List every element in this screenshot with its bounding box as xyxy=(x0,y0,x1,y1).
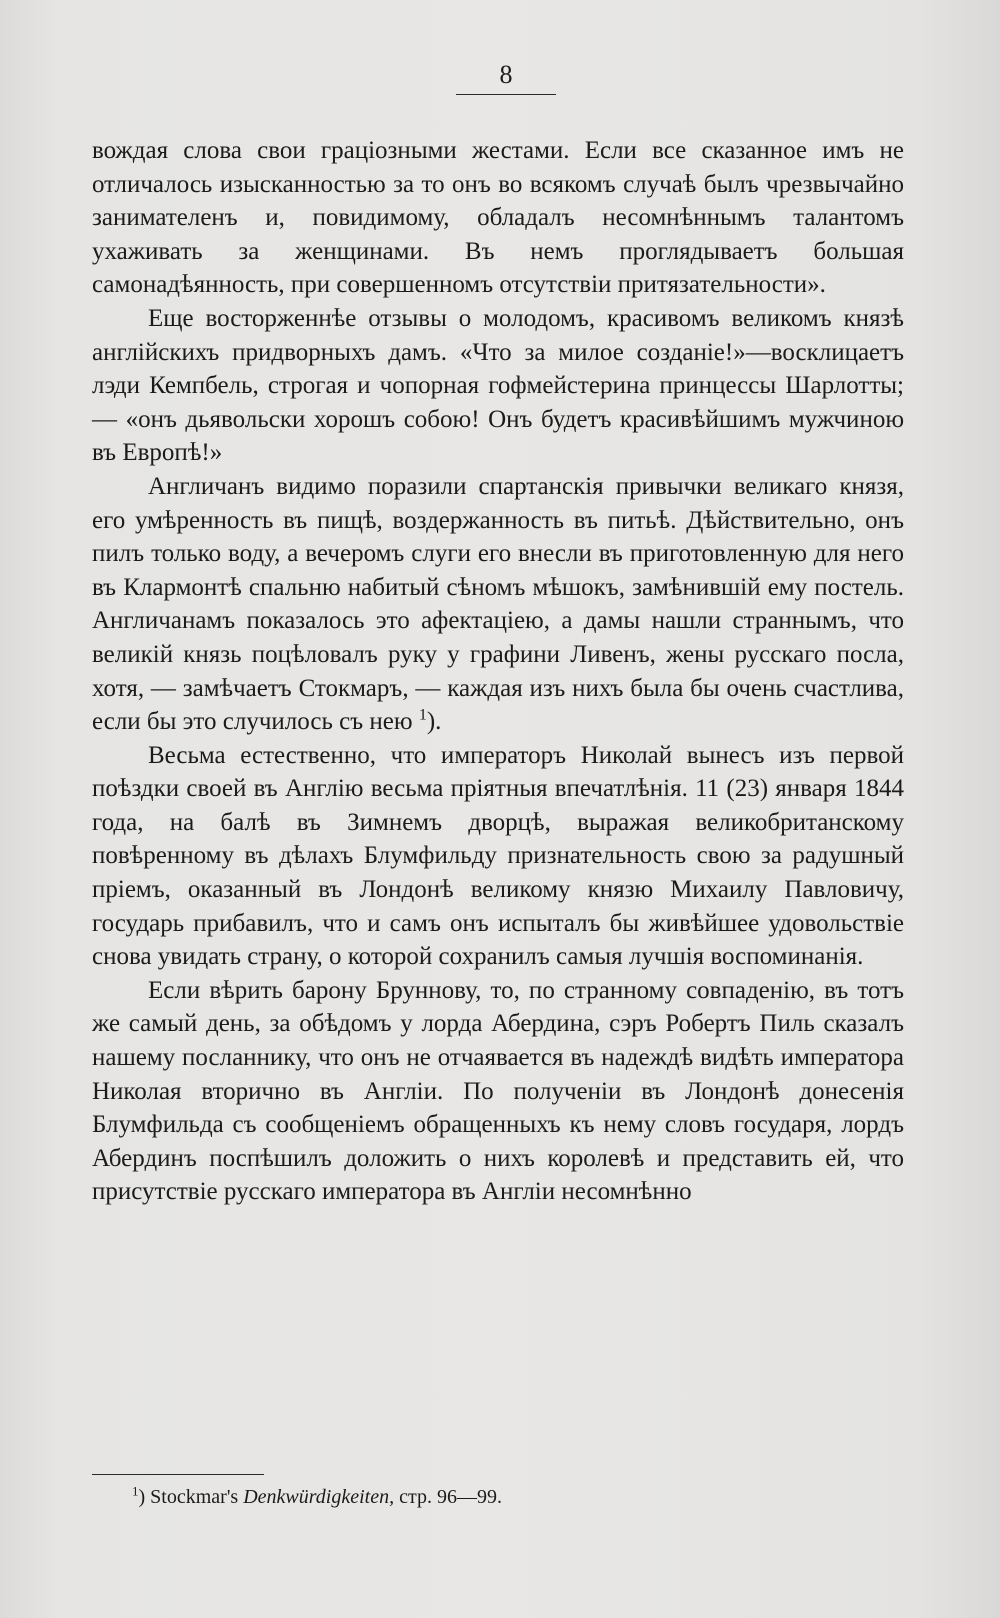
footnote-author: Stockmar's xyxy=(150,1486,239,1508)
paragraph-4: Весьма естественно, что императоръ Николай вынесъ изъ первой поѣздки своей въ Англію весьма пріятныя впечатлѣнія. 11 (23) января 1844 года, на балѣ въ Зимнемъ дворцѣ, выражая великобританскому повѣренному въ дѣлахъ Блумфильду признательность свою за радушный пріемъ, оказанный въ Лондонѣ великому князю Михаилу Павловичу, государь прибавилъ, что и самъ онъ испыталъ бы живѣйшее удовольствіе снова увидать страну, о которой сохранилъ самыя лучшія воспоминанія. xyxy=(92,741,904,971)
paragraph-2: Еще восторженнѣе отзывы о молодомъ, красивомъ великомъ князѣ англійскихъ придворныхъ дамъ. «Что за милое созданіе!»—восклицаетъ лэди Кемпбель, строгая и чопорная гофмейстерина принцессы Шарлотты; — «онъ дьявольски хорошъ собою! Онъ будетъ красивѣйшимъ мужчиною въ Европѣ!» xyxy=(92,304,904,467)
footnote-reference[interactable]: 1 xyxy=(418,706,427,724)
body-text xyxy=(92,134,904,1209)
paragraph-3-tail: ). xyxy=(426,708,442,736)
paragraph-3-text: Англичанъ видимо поразили спартанскія привычки великаго князя, его умѣренность въ пищѣ, воздержанность въ питьѣ. Дѣйствительно, онъ пилъ только воду, а вечеромъ слуги его внесли въ приготовленную для него въ Клармонтѣ спальню набитый сѣномъ мѣшокъ, замѣнившій ему постель. Англичанамъ показалось это афектаціею, а дамы нашли страннымъ, что великій князь поцѣловалъ руку у графини Ливенъ, жены русскаго посла, хотя, — замѣчаетъ Стокмаръ, — каждая изъ нихъ была бы очень счастлива, если бы это случилось съ нею xyxy=(92,472,904,736)
paragraph-5: Если вѣрить барону Бруннову, то, по странному совпаденію, въ тотъ же самый день, за обѣдомъ у лорда Абердина, сэръ Робертъ Пиль сказалъ нашему посланнику, что онъ не отчаявается въ надеждѣ видѣть императора Николая вторично въ Англіи. По полученіи въ Лондонѣ донесенія Блумфильда съ сообщеніемъ обращенныхъ къ нему словъ государя, лордъ Абердинъ поспѣшилъ доложить о нихъ королевѣ и представить ей, что присутствіе русскаго императора въ Англіи несомнѣнно xyxy=(92,976,904,1206)
paragraph-1: вождая слова свои граціозными жестами. Если все сказанное имъ не отличалось изысканностью за то онъ во всякомъ случаѣ былъ чрезвычайно занимателенъ и, повидимому, обладалъ несомнѣннымъ талантомъ ухаживать за женщинами. Въ немъ проглядываетъ большая самонадѣянность, при совершенномъ отсутствіи притязательности». xyxy=(92,137,904,299)
footnote-pages: стр. 96—99. xyxy=(399,1486,502,1508)
footnote-mark-close: ) xyxy=(138,1486,146,1508)
footnote-mark: 1 xyxy=(132,1483,139,1499)
footnote-divider xyxy=(92,1474,264,1475)
footnote xyxy=(132,1484,892,1510)
paragraph-3 xyxy=(92,470,904,739)
footnote-title: Denkwürdigkeiten, xyxy=(243,1486,395,1508)
page-number: 8 xyxy=(456,60,556,95)
